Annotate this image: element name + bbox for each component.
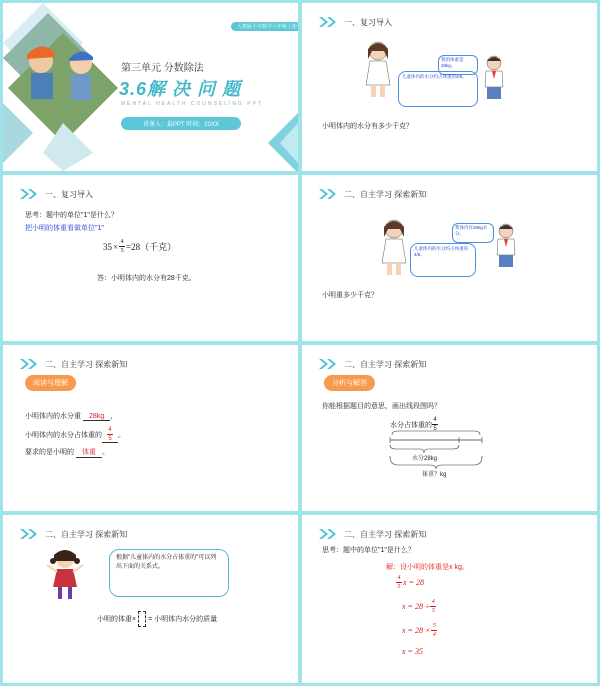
speech-bubble-water-ratio: 儿童体内的水分约占体重的4/5。 xyxy=(410,243,476,277)
diagram-fraction: $\frac{4}{5}$ xyxy=(433,417,437,432)
slide-review-intro[interactable] xyxy=(302,3,597,171)
slide-header xyxy=(19,187,93,201)
cover-unit: 第三单元 分数除法 xyxy=(121,63,204,74)
girl-illustration xyxy=(378,215,412,277)
cover-photo-collage xyxy=(3,3,133,171)
cover-subtitle: MENTAL HEALTH COUNSELING PPT xyxy=(121,101,264,107)
header-title: 二、自主学习 探索新知 xyxy=(344,189,427,199)
equation-line-3: x = 28 × $\frac{5}{4}$ xyxy=(402,623,436,638)
double-chevron-icon xyxy=(318,188,338,200)
unit-one-hint: 把小明的体重看做单位"1" xyxy=(25,225,104,232)
solve-statement: 解：设小明的体重是x kg。 xyxy=(386,564,469,571)
cover-meta: 讲课人：最PPT 时间：20XX xyxy=(121,117,241,130)
speech-bubble-weight: 我的体重是28kg。 xyxy=(438,55,478,75)
double-chevron-icon xyxy=(318,358,338,370)
diagram-label-ratio: 水分占体重的 $\frac{4}{5}$ xyxy=(390,417,437,432)
cover-decor-triangles xyxy=(258,113,298,171)
slide-relation[interactable] xyxy=(3,515,298,683)
slide-read-understand[interactable] xyxy=(3,345,298,511)
diagram-label-weight: 体重？kg xyxy=(422,472,447,478)
speech-bubble-water: 儿童体内的水分约占体重的4/5。 xyxy=(398,71,478,107)
explanation-bubble: 根据"儿童体内的水分占体重的"可以列出下面的关系式。 xyxy=(109,549,229,597)
ratio-fraction: $\frac{4}{5}$ xyxy=(102,427,118,443)
relation-equation: 小明的体重× = 小明体内水分的质量 xyxy=(97,611,217,627)
answer-text: 答：小明体内的水分有28千克。 xyxy=(97,275,196,282)
line-water-weight: 小明体内的水分重 28kg ， xyxy=(25,413,118,420)
header-title: 二、自主学习 探索新知 xyxy=(344,359,427,369)
formula: 35 × $\frac{4}{5}$ =28（千克） xyxy=(103,239,177,254)
formula-fraction: $\frac{4}{5}$ xyxy=(120,239,124,254)
equation-line-2: x = 28 ÷ $\frac{4}{5}$ xyxy=(402,599,435,614)
equation-line-4: x = 35 xyxy=(402,647,423,656)
header-title: 二、自主学习 探索新知 xyxy=(344,529,427,539)
draw-diagram-question: 你能根据题目的意思，画出线段图吗？ xyxy=(322,403,441,410)
read-understand-pill: 阅读与理解 xyxy=(25,375,76,391)
cartoon-girl-icon xyxy=(45,545,85,603)
slide-header xyxy=(318,527,426,541)
header-title: 二、自主学习 探索新知 xyxy=(45,359,128,369)
slide-review-solution[interactable] xyxy=(3,175,298,341)
diagram-label-water: 水分28kg xyxy=(412,456,438,462)
line-segment-diagram xyxy=(386,429,486,469)
header-title: 二、自主学习 探索新知 xyxy=(45,529,128,539)
formula-integer: 35 xyxy=(103,241,112,252)
question-text: 小明体内的水分有多少千克？ xyxy=(322,123,413,130)
analyze-solve-pill: 分析与解答 xyxy=(324,375,375,391)
double-chevron-icon xyxy=(19,528,39,540)
slide-cover[interactable] xyxy=(3,3,298,171)
double-chevron-icon xyxy=(318,528,338,540)
slide-header xyxy=(19,527,127,541)
question-text: 小明重多少千克？ xyxy=(322,292,378,299)
boy-illustration xyxy=(480,53,508,103)
line-water-ratio: 小明体内的水分占体重的 $\frac{4}{5}$ 。 xyxy=(25,427,125,442)
slide-header xyxy=(318,187,426,201)
slide-equation-solution[interactable] xyxy=(302,515,597,683)
slide-explore-question[interactable] xyxy=(302,175,597,341)
header-title: 一、复习导入 xyxy=(45,189,93,199)
cover-badge: 人教版小学数学六年级上册 xyxy=(231,22,298,31)
double-chevron-icon xyxy=(19,358,39,370)
formula-result: =28（千克） xyxy=(126,242,177,252)
boy-illustration xyxy=(492,221,520,271)
equation-line-1: $\frac{4}{5}$ x = 28 xyxy=(397,575,424,590)
double-chevron-icon xyxy=(19,188,39,200)
girl-illustration xyxy=(362,37,396,99)
slide-header xyxy=(19,357,127,371)
cover-title: 3.6解 决 问 题 xyxy=(119,79,242,99)
header-title: 一、复习导入 xyxy=(344,17,392,27)
slide-header xyxy=(318,357,426,371)
think-question: 思考：题中的单位"1"是什么？ xyxy=(25,212,118,219)
slide-header xyxy=(318,15,392,29)
speech-bubble-water-amount: 我体内有28kg水分。 xyxy=(452,223,494,243)
line-target: 要求的是小明的 体重 。 xyxy=(25,449,109,456)
slide-analyze-solve[interactable] xyxy=(302,345,597,511)
think-question: 思考：题中的单位"1"是什么？ xyxy=(322,547,415,554)
double-chevron-icon xyxy=(318,16,338,28)
